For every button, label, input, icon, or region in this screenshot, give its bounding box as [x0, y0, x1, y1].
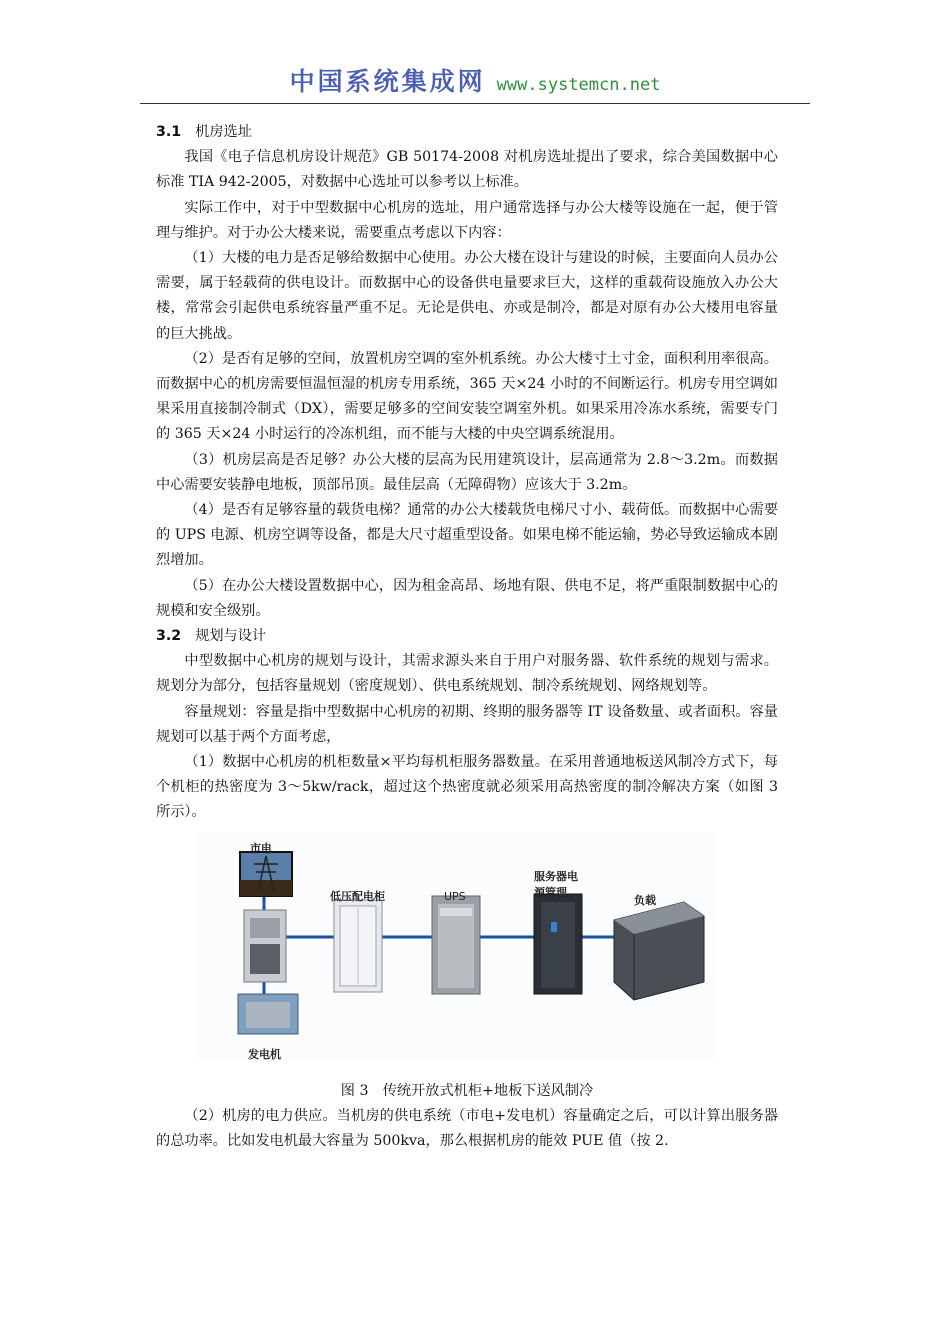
- paragraph: （4）是否有足够容量的载货电梯？通常的办公大楼载货电梯尺寸小、载荷低。而数据中心需要的 UPS 电源、机房空调等设备，都是大尺寸超重型设备。如果电梯不能运输，势必导致运输成本剧烈增加。: [156, 502, 778, 569]
- page-header: [0, 62, 950, 98]
- paragraph: （1）数据中心机房的机柜数量×平均每机柜服务器数量。在采用普通地板送风制冷方式下，每个机柜的热密度为 3～5kw/rack，超过这个热密度就必须采用高热密度的制冷解决方案（如图 3 所示）。: [156, 754, 778, 821]
- generator-icon: [238, 994, 298, 1034]
- power-management-cabinet-icon: [534, 894, 582, 994]
- paragraph: 中型数据中心机房的规划与设计，其需求源头来自于用户对服务器、软件系统的规划与需求。规划分为部分，包括容量规划（密度规划）、供电系统规划、制冷系统规划、网络规划等。: [156, 653, 778, 695]
- server-racks-icon: [614, 902, 704, 1000]
- label-ups: UPS: [444, 889, 466, 903]
- section-heading-3-2: [156, 624, 778, 649]
- label-mains: 市电: [250, 841, 272, 855]
- section-heading-3-1: [156, 120, 778, 145]
- label-load: 负载: [634, 893, 656, 907]
- label-low-voltage-cabinet: 低压配电柜: [330, 889, 385, 903]
- paragraph: 我国《电子信息机房设计规范》GB 50174-2008 对机房选址提出了要求，综合美国数据中心标准 TIA 942-2005，对数据中心选址可以参考以上标准。: [156, 149, 778, 191]
- paragraph: （5）在办公大楼设置数据中心，因为租金高昂、场地有限、供电不足，将严重限制数据中心的规模和安全级别。: [156, 577, 778, 619]
- paragraph: （2）机房的电力供应。当机房的供电系统（市电+发电机）容量确定之后，可以计算出服务器的总功率。比如发电机最大容量为 500kva，那么根据机房的能效 PUE 值（按 2.: [156, 1107, 778, 1150]
- brand-logo-text: 中国系统集成网: [289, 67, 486, 96]
- label-power-management-2: 源管理: [534, 885, 567, 899]
- section-title: 规划与设计: [195, 628, 267, 645]
- section-number: 3.1: [156, 124, 182, 140]
- header-rule: [140, 103, 810, 104]
- paragraph: 实际工作中，对于中型数据中心机房的选址，用户通常选择与办公大楼等设施在一起，便于管理与维护。对于办公大楼来说，需要重点考虑以下内容：: [156, 199, 778, 241]
- label-power-management-1: 服务器电: [534, 869, 578, 883]
- figure-caption: 图 3 传统开放式机柜+地板下送风制冷: [340, 1082, 594, 1099]
- label-generator: 发电机: [248, 1047, 281, 1061]
- paragraph: （1）大楼的电力是否足够给数据中心使用。办公大楼在设计与建设的时候，主要面向人员办公需要，属于轻载荷的供电设计。而数据中心的设备供电量要求巨大，这样的重载荷设施放入办公大楼，常常会引起供电系统容量严重不足。无论是供电、亦或是制冷，都是对原有办公大楼用电容量的巨大挑战。: [156, 250, 778, 342]
- transfer-switch-icon: [244, 910, 286, 982]
- document-body: [156, 120, 778, 1154]
- paragraph: （3）机房层高是否足够？办公大楼的层高为民用建筑设计，层高通常为 2.8～3.2m。而数据中心需要安装静电地板，顶部吊顶。最佳层高（无障碍物）应该大于 3.2m。: [156, 451, 778, 493]
- ups-cabinet-icon: [432, 896, 480, 994]
- brand-url: www.systemcn.net: [496, 75, 661, 95]
- paragraph: 容量规划：容量是指中型数据中心机房的初期、终期的服务器等 IT 设备数量、或者面积。容量规划可以基于两个方面考虑，: [156, 703, 778, 745]
- section-title: 机房选址: [195, 124, 252, 140]
- power-diagram: [194, 832, 714, 1062]
- section-number: 3.2: [156, 628, 182, 645]
- low-voltage-cabinet-icon: [334, 900, 382, 992]
- power-diagram-figure: [194, 832, 714, 1062]
- paragraph: （2）是否有足够的空间，放置机房空调的室外机系统。办公大楼寸土寸金，面积利用率很高。而数据中心的机房需要恒温恒湿的机房专用系统，365 天×24 小时的不间断运行。机房专用空调如果采用直接制冷制式（DX），需要足够多的空间安装空调室外机。如果采用冷冻水系统，需要专门的 365 天×24 小时运行的冷冻机组，而不能与大楼的中央空调系统混用。: [156, 350, 778, 443]
